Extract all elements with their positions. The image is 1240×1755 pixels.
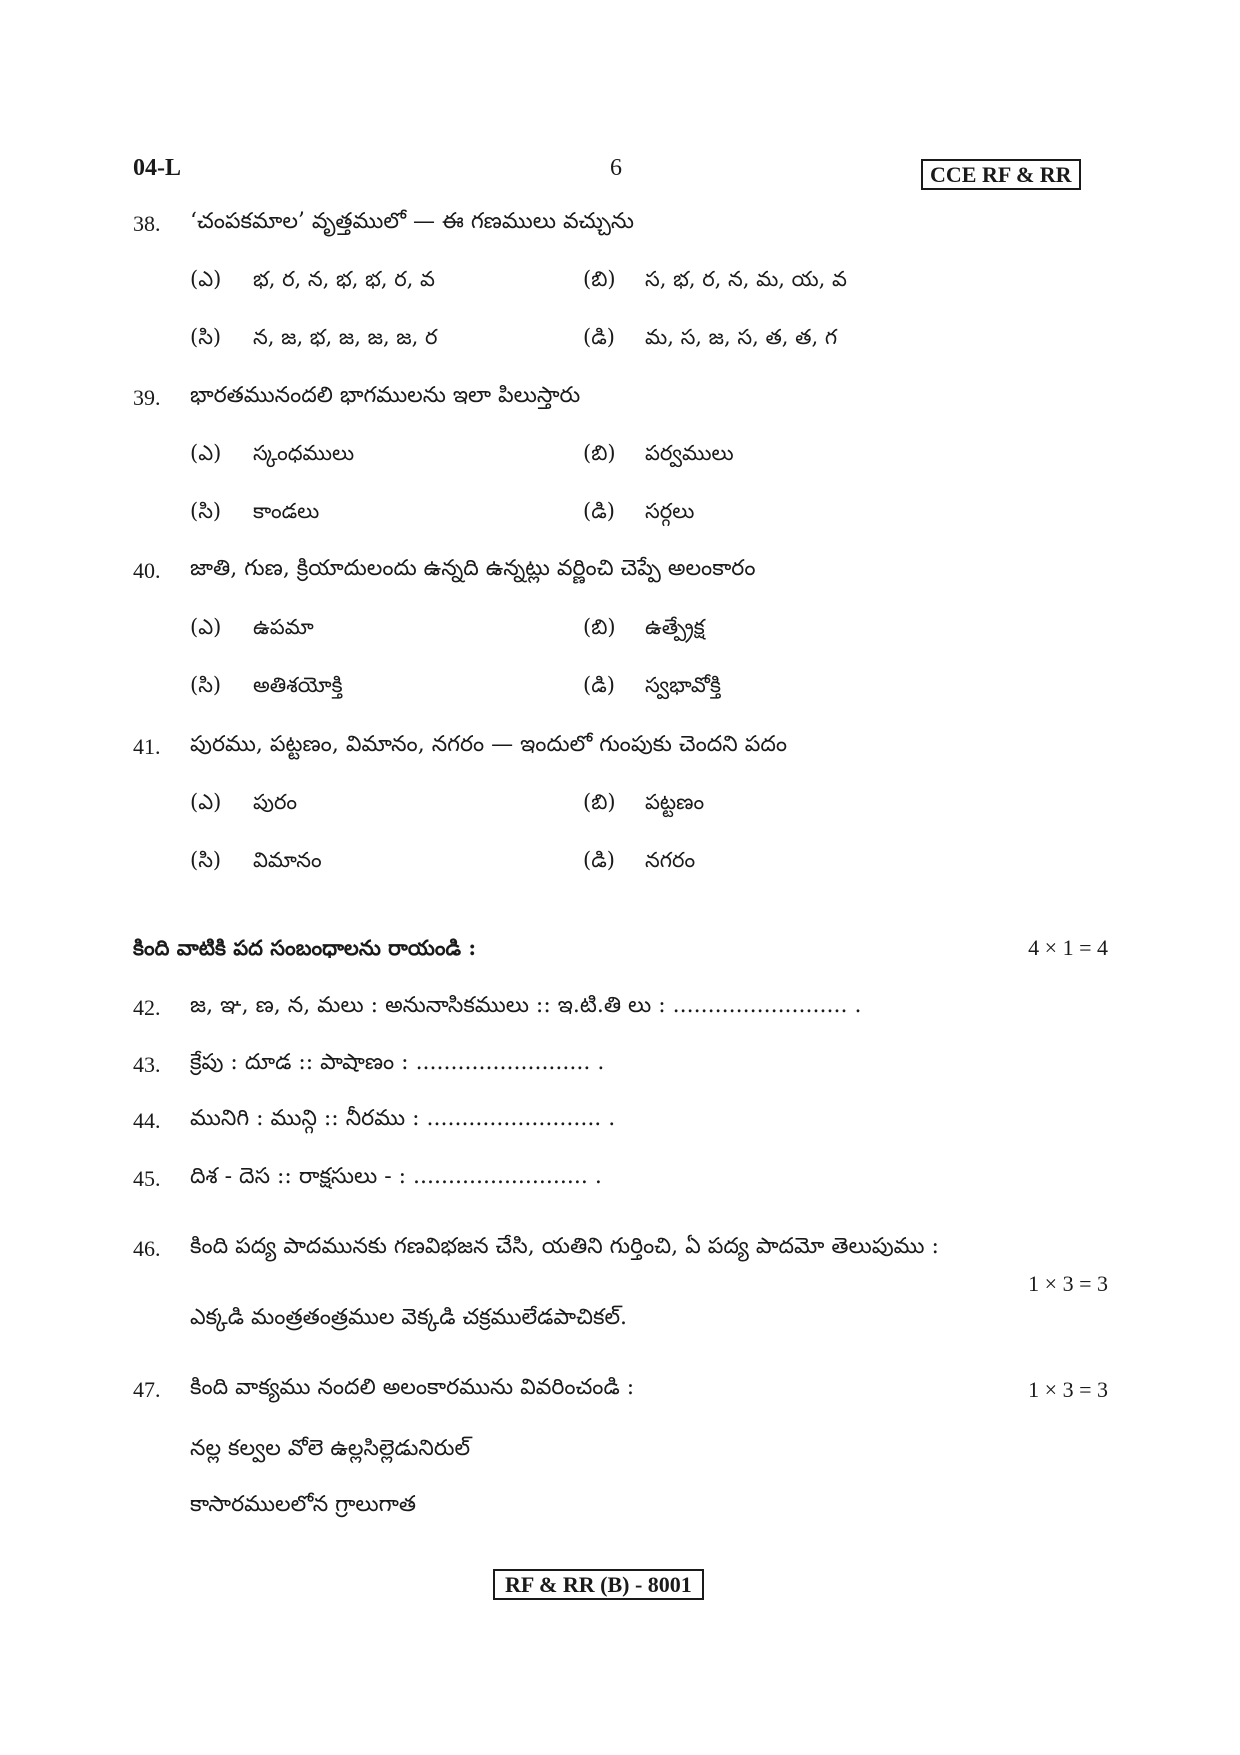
footer-code-box: RF & RR (B) - 8001	[493, 1569, 704, 1600]
question-number: 46.	[133, 1236, 161, 1261]
option-label: (బి)	[583, 615, 616, 639]
option-label: (బి)	[583, 790, 616, 814]
option-text: పురం	[253, 790, 298, 814]
series-box: CCE RF & RR	[921, 159, 1081, 190]
option-text: న, జ, భ, జ, జ, జ, ర	[253, 325, 438, 349]
verse-line: నల్ల కల్వల వోలె ఉల్లసిల్లెడునిరుల్	[190, 1436, 471, 1461]
question-number: 40.	[133, 558, 161, 583]
option-text: అతిశయోక్తి	[253, 673, 343, 697]
question-text: దిశ - దెస :: రాక్షసులు - : ......................... .	[190, 1164, 602, 1189]
option-label: (సి)	[190, 673, 222, 697]
option-text: నగరం	[645, 848, 696, 872]
option-label: (బి)	[583, 267, 616, 291]
question-marks: 1 × 3 = 3	[1028, 1377, 1108, 1402]
option-text: మ, స, జ, స, త, త, గ	[645, 325, 838, 349]
option-label: (బి)	[583, 441, 616, 465]
option-text: ఉత్ప్రేక్ష	[645, 615, 705, 639]
option-text: స్వభావోక్తి	[645, 673, 721, 697]
option-label: (డి)	[583, 848, 615, 872]
question-number: 38.	[133, 211, 161, 236]
section-marks: 4 × 1 = 4	[1028, 935, 1108, 960]
question-text: జ, ఞ, ణ, న, మలు : అనునాసికములు :: ఇ.టి.తి లు : ......................... .	[190, 993, 862, 1018]
question-text: పురము, పట్టణం, విమానం, నగరం — ఇందులో గుంపుకు చెందని పదం	[190, 732, 788, 757]
option-text: కాండలు	[253, 499, 320, 523]
question-text: మునిగి : మున్గి :: నీరము : ......................... .	[190, 1106, 616, 1131]
option-label: (ఎ)	[190, 267, 222, 291]
option-text: సర్గలు	[645, 499, 695, 523]
question-text: కింది వాక్యము నందలి అలంకారమును వివరించండి :	[190, 1375, 635, 1400]
question-number: 44.	[133, 1108, 161, 1133]
question-marks: 1 × 3 = 3	[1028, 1271, 1108, 1296]
option-text: స్కంధములు	[253, 441, 355, 465]
verse-line: ఎక్కడి మంత్రతంత్రముల వెక్కడి చక్రములేడపాచికల్.	[190, 1305, 628, 1330]
question-text: జాతి, గుణ, క్రియాదులందు ఉన్నది ఉన్నట్లు వర్ణించి చెప్పే అలంకారం	[190, 556, 756, 581]
question-number: 41.	[133, 734, 161, 759]
question-text: భారతమునందలి భాగములను ఇలా పిలుస్తారు	[190, 383, 581, 408]
option-label: (సి)	[190, 848, 222, 872]
paper-code: 04-L	[133, 155, 181, 181]
section-instruction: కింది వాటికి పద సంబంధాలను రాయండి :	[133, 935, 477, 960]
option-label: (ఎ)	[190, 441, 222, 465]
option-label: (డి)	[583, 673, 615, 697]
question-text: కింది పద్య పాదమునకు గణవిభజన చేసి, యతిని గుర్తించి, ఏ పద్య పాదమో తెలుపుము :	[190, 1234, 939, 1259]
option-text: భ, ర, న, భ, భ, ర, వ	[253, 267, 435, 291]
verse-line: కాసారములలోన గ్రాలుగాత	[190, 1492, 416, 1517]
option-label: (డి)	[583, 499, 615, 523]
option-text: పట్టణం	[645, 790, 705, 814]
option-text: స, భ, ర, న, మ, య, వ	[645, 267, 847, 291]
question-number: 43.	[133, 1052, 161, 1077]
question-number: 47.	[133, 1377, 161, 1402]
page-number: 6	[610, 155, 622, 181]
option-text: పర్వములు	[645, 441, 734, 465]
option-text: ఉపమా	[253, 615, 314, 639]
option-label: (ఎ)	[190, 790, 222, 814]
question-number: 39.	[133, 385, 161, 410]
option-label: (సి)	[190, 325, 222, 349]
option-text: విమానం	[253, 848, 322, 872]
option-label: (సి)	[190, 499, 222, 523]
option-label: (ఎ)	[190, 615, 222, 639]
question-text: ‘చంపకమాల’ వృత్తములో — ఈ గణములు వచ్చును	[190, 209, 634, 234]
question-number: 45.	[133, 1166, 161, 1191]
question-text: క్రేపు : దూడ :: పాషాణం : ......................... .	[190, 1050, 605, 1075]
option-label: (డి)	[583, 325, 615, 349]
question-number: 42.	[133, 995, 161, 1020]
